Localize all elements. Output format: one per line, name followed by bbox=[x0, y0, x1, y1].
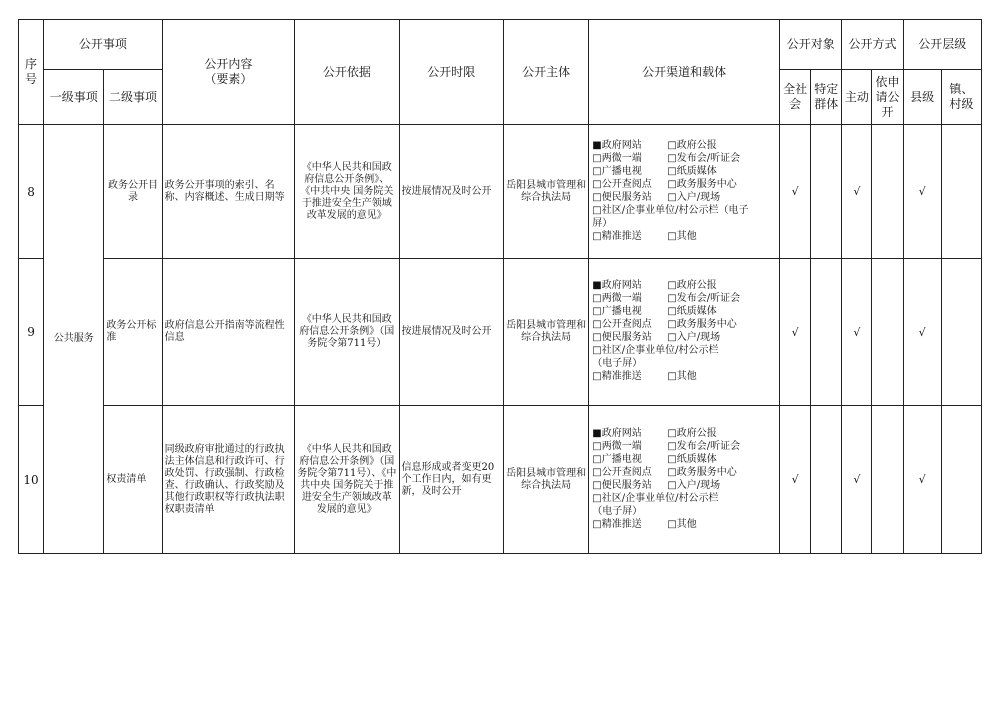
table-row bbox=[19, 259, 982, 406]
header-level1: 一级事项 bbox=[44, 70, 104, 125]
check-apply bbox=[872, 259, 903, 406]
check-apply bbox=[872, 125, 903, 259]
check-town bbox=[941, 406, 981, 554]
channel-line: □社区/企事业单位/村公示栏（电子 bbox=[592, 204, 749, 216]
row-timelimit: 按进展情况及时公开 bbox=[399, 259, 503, 406]
row-level2: 政务公开目录 bbox=[104, 125, 162, 259]
header-method-active: 主动 bbox=[842, 70, 872, 125]
row-subject: 岳阳县城市管理和综合执法局 bbox=[503, 406, 588, 554]
channel-line: □精准推送 □其他 bbox=[592, 518, 697, 530]
row-subject: 岳阳县城市管理和综合执法局 bbox=[503, 259, 588, 406]
check-specific bbox=[811, 125, 842, 259]
header-basis: 公开依据 bbox=[295, 20, 399, 125]
row-basis: 《中华人民共和国政府信息公开条例》（国务院令第711号） bbox=[295, 259, 399, 406]
row-seq: 10 bbox=[19, 406, 44, 554]
channel-line: （电子屏） bbox=[592, 505, 643, 517]
row-timelimit: 信息形成或者变更20个工作日内，如有更新，及时公开 bbox=[399, 406, 503, 554]
check-active: √ bbox=[842, 259, 872, 406]
check-active: √ bbox=[842, 125, 872, 259]
check-all: √ bbox=[780, 406, 811, 554]
check-county: √ bbox=[903, 259, 941, 406]
header-level: 公开层级 bbox=[903, 20, 981, 70]
channel-line: □公开查阅点 □政务服务中心 bbox=[592, 466, 737, 478]
channel-line: ■政府网站 □政府公报 bbox=[592, 280, 717, 291]
channel-line: 屏） bbox=[592, 217, 613, 229]
header-content: 公开内容 （要素） bbox=[162, 20, 295, 125]
row-channels bbox=[589, 259, 780, 406]
channel-line: □便民服务站 □入户/现场 bbox=[592, 479, 721, 491]
header-target-all: 全社会 bbox=[780, 70, 811, 125]
check-county: √ bbox=[903, 406, 941, 554]
channel-line: □广播电视 □纸质媒体 bbox=[592, 306, 717, 317]
channel-line: □精准推送 □其他 bbox=[592, 371, 697, 382]
row-basis: 《中华人民共和国政府信息公开条例》、《中共中央 国务院关于推进安全生产领域改革发展的意见》 bbox=[295, 125, 399, 259]
row-level2: 权责清单 bbox=[104, 406, 162, 554]
check-county: √ bbox=[903, 125, 941, 259]
table-row bbox=[19, 406, 982, 554]
row-channels bbox=[589, 406, 780, 554]
row-channels bbox=[589, 125, 780, 259]
row-basis: 《中华人民共和国政府信息公开条例》（国务院令第711号）、《中共中央 国务院关于推进安全生产领域改革发展的意见》 bbox=[295, 406, 399, 554]
header-target-specific: 特定群体 bbox=[811, 70, 842, 125]
row-seq: 9 bbox=[19, 259, 44, 406]
channel-line: （电子屏） bbox=[592, 358, 643, 369]
header-level-town: 镇、村级 bbox=[941, 70, 981, 125]
header-timelimit: 公开时限 bbox=[399, 20, 503, 125]
row-content: 政务公开事项的索引、名称、内容概述、生成日期等 bbox=[162, 125, 295, 259]
channel-line: ■政府网站 □政府公报 bbox=[592, 139, 717, 151]
header-item: 公开事项 bbox=[44, 20, 162, 70]
check-specific bbox=[811, 406, 842, 554]
header-method: 公开方式 bbox=[842, 20, 903, 70]
channel-line: □精准推送 □其他 bbox=[592, 230, 697, 242]
row-content: 政府信息公开指南等流程性信息 bbox=[162, 259, 295, 406]
channel-line: □公开查阅点 □政务服务中心 bbox=[592, 178, 737, 190]
row-seq: 8 bbox=[19, 125, 44, 259]
level1-cell: 公共服务 bbox=[44, 125, 104, 554]
check-town bbox=[941, 125, 981, 259]
channel-line: □社区/企事业单位/村公示栏 bbox=[592, 345, 719, 356]
header-subject: 公开主体 bbox=[503, 20, 588, 125]
header-seq: 序号 bbox=[19, 20, 44, 125]
channel-line: □两微一端 □发布会/听证会 bbox=[592, 440, 741, 452]
row-content: 同级政府审批通过的行政执法主体信息和行政许可、行政处罚、行政强制、行政检查、行政确认、行政奖励及其他行政职权等行政执法职权职责清单 bbox=[162, 406, 295, 554]
header-target: 公开对象 bbox=[780, 20, 842, 70]
check-apply bbox=[872, 406, 903, 554]
channel-line: □两微一端 □发布会/听证会 bbox=[592, 293, 741, 304]
check-all: √ bbox=[780, 259, 811, 406]
channel-line: ■政府网站 □政府公报 bbox=[592, 427, 717, 439]
channel-line: □公开查阅点 □政务服务中心 bbox=[592, 319, 737, 330]
row-timelimit: 按进展情况及时公开 bbox=[399, 125, 503, 259]
header-channel: 公开渠道和载体 bbox=[589, 20, 780, 125]
row-level2: 政务公开标准 bbox=[104, 259, 162, 406]
channel-line: □广播电视 □纸质媒体 bbox=[592, 165, 717, 177]
channel-line: □广播电视 □纸质媒体 bbox=[592, 453, 717, 465]
check-active: √ bbox=[842, 406, 872, 554]
row-subject: 岳阳县城市管理和综合执法局 bbox=[503, 125, 588, 259]
channel-line: □便民服务站 □入户/现场 bbox=[592, 332, 721, 343]
table-row bbox=[19, 125, 982, 259]
check-specific bbox=[811, 259, 842, 406]
disclosure-table bbox=[18, 19, 982, 554]
header-level2: 二级事项 bbox=[104, 70, 162, 125]
channel-line: □便民服务站 □入户/现场 bbox=[592, 191, 721, 203]
channel-line: □社区/企事业单位/村公示栏 bbox=[592, 492, 719, 504]
channel-line: □两微一端 □发布会/听证会 bbox=[592, 152, 741, 164]
header-level-county: 县级 bbox=[903, 70, 941, 125]
check-all: √ bbox=[780, 125, 811, 259]
check-town bbox=[941, 259, 981, 406]
header-method-apply: 依申请公开 bbox=[872, 70, 903, 125]
